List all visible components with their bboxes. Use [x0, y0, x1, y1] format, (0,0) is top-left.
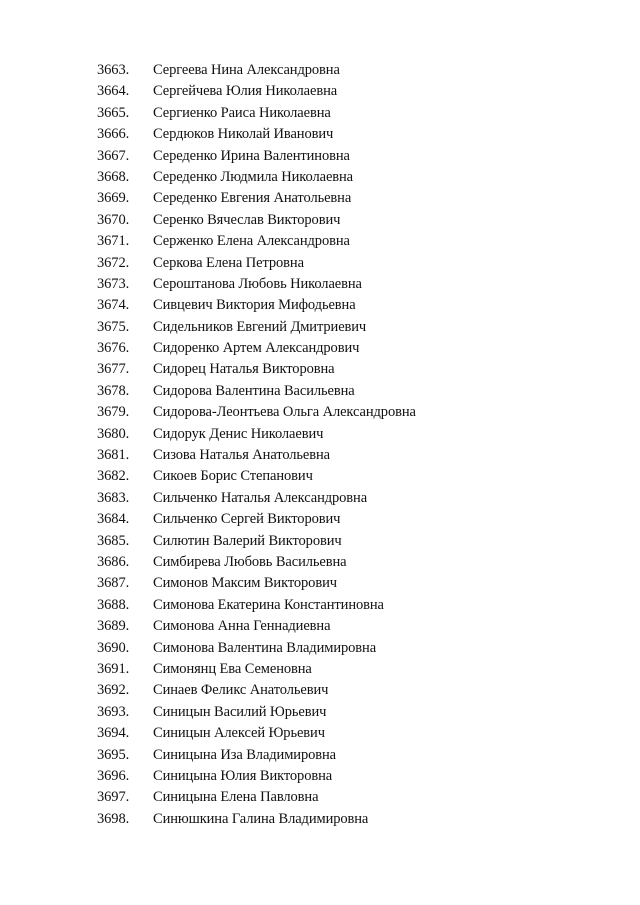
entry-number: 3668.	[97, 168, 130, 185]
entry-number: 3682.	[97, 468, 130, 485]
entry-name: Синицын Василий Юрьевич	[153, 703, 327, 720]
entry-name: Синицын Алексей Юрьевич	[153, 725, 325, 742]
list-item	[97, 445, 617, 466]
list-item	[97, 787, 617, 808]
entry-number: 3670.	[97, 211, 130, 228]
list-item	[97, 809, 617, 830]
entry-name: Сердюков Николай Иванович	[153, 126, 334, 143]
list-item	[97, 766, 617, 787]
entry-name: Сергиенко Раиса Николаевна	[153, 104, 331, 121]
entry-number: 3691.	[97, 660, 130, 677]
entry-name: Сильченко Наталья Александровна	[153, 489, 368, 506]
list-item	[97, 573, 617, 594]
entry-name: Сероштанова Любовь Николаевна	[153, 275, 362, 292]
entry-number: 3665.	[97, 104, 130, 121]
entry-number: 3687.	[97, 575, 130, 592]
entry-number: 3681.	[97, 447, 130, 464]
entry-name: Сидорец Наталья Викторовна	[153, 361, 335, 378]
list-item	[97, 680, 617, 701]
list-item	[97, 595, 617, 616]
entry-number: 3676.	[97, 340, 130, 357]
entry-name: Синаев Феликс Анатольевич	[153, 682, 329, 699]
entry-name: Середенко Евгения Анатольевна	[153, 190, 352, 207]
entry-number: 3679.	[97, 404, 130, 421]
entry-number: 3673.	[97, 275, 130, 292]
list-item	[97, 81, 617, 102]
entry-name: Сергейчева Юлия Николаевна	[153, 83, 338, 100]
entry-number: 3685.	[97, 532, 130, 549]
entry-name: Синюшкина Галина Владимировна	[153, 810, 369, 827]
list-item	[97, 702, 617, 723]
entry-name: Сивцевич Виктория Мифодьевна	[153, 297, 356, 314]
entry-name: Серженко Елена Александровна	[153, 233, 350, 250]
entry-name: Синицына Юлия Викторовна	[153, 767, 333, 784]
list-item	[97, 146, 617, 167]
list-item	[97, 253, 617, 274]
list-item	[97, 124, 617, 145]
entry-number: 3667.	[97, 147, 130, 164]
entry-number: 3695.	[97, 746, 130, 763]
entry-number: 3669.	[97, 190, 130, 207]
list-item	[97, 488, 617, 509]
entry-name: Симонова Валентина Владимировна	[153, 639, 377, 656]
list-item	[97, 231, 617, 252]
list-item	[97, 338, 617, 359]
entry-number: 3671.	[97, 233, 130, 250]
entry-number: 3684.	[97, 511, 130, 528]
entry-number: 3697.	[97, 789, 130, 806]
entry-number: 3692.	[97, 682, 130, 699]
list-item	[97, 531, 617, 552]
list-item	[97, 745, 617, 766]
entry-name: Сидоренко Артем Александрович	[153, 340, 360, 357]
entry-number: 3666.	[97, 126, 130, 143]
entry-number: 3672.	[97, 254, 130, 271]
entry-name: Серкова Елена Петровна	[153, 254, 304, 271]
list-item	[97, 723, 617, 744]
entry-name: Симонов Максим Викторович	[153, 575, 337, 592]
entry-name: Сидорук Денис Николаевич	[153, 425, 324, 442]
entry-name: Сергеева Нина Александровна	[153, 62, 340, 78]
entry-name: Симонянц Ева Семеновна	[153, 660, 312, 677]
entry-number: 3683.	[97, 489, 130, 506]
list-item	[97, 616, 617, 637]
entry-number: 3663.	[97, 62, 130, 78]
list-item	[97, 509, 617, 530]
list-item	[97, 381, 617, 402]
entry-name: Синицына Иза Владимировна	[153, 746, 336, 763]
list-item	[97, 60, 617, 81]
list-item	[97, 317, 617, 338]
list-item	[97, 188, 617, 209]
entry-name: Симонова Анна Геннадиевна	[153, 618, 331, 635]
list-item	[97, 103, 617, 124]
entry-name: Сильченко Сергей Викторович	[153, 511, 341, 528]
name-list	[97, 60, 617, 830]
list-item	[97, 466, 617, 487]
list-item	[97, 274, 617, 295]
list-item	[97, 295, 617, 316]
entry-number: 3674.	[97, 297, 130, 314]
entry-number: 3688.	[97, 596, 130, 613]
entry-number: 3678.	[97, 382, 130, 399]
entry-name: Сидельников Евгений Дмитриевич	[153, 318, 367, 335]
entry-name: Сидорова-Леонтьева Ольга Александровна	[153, 404, 416, 421]
entry-number: 3680.	[97, 425, 130, 442]
entry-name: Сизова Наталья Анатольевна	[153, 447, 331, 464]
entry-name: Синицына Елена Павловна	[153, 789, 319, 806]
entry-name: Силютин Валерий Викторович	[153, 532, 342, 549]
entry-number: 3696.	[97, 767, 130, 784]
entry-number: 3675.	[97, 318, 130, 335]
list-item	[97, 210, 617, 231]
list-item	[97, 638, 617, 659]
entry-number: 3686.	[97, 553, 130, 570]
entry-name: Середенко Ирина Валентиновна	[153, 147, 350, 164]
entry-number: 3689.	[97, 618, 130, 635]
list-item	[97, 659, 617, 680]
list-item	[97, 359, 617, 380]
entry-name: Симбирева Любовь Васильевна	[153, 553, 347, 570]
entry-number: 3690.	[97, 639, 130, 656]
entry-name: Сидорова Валентина Васильевна	[153, 382, 355, 399]
entry-number: 3694.	[97, 725, 130, 742]
entry-number: 3664.	[97, 83, 130, 100]
list-item	[97, 552, 617, 573]
list-item	[97, 402, 617, 423]
entry-number: 3698.	[97, 810, 130, 827]
entry-name: Серенко Вячеслав Викторович	[153, 211, 341, 228]
entry-number: 3677.	[97, 361, 130, 378]
list-item	[97, 167, 617, 188]
entry-name: Симонова Екатерина Константиновна	[153, 596, 384, 613]
list-item	[97, 424, 617, 445]
entry-name: Середенко Людмила Николаевна	[153, 168, 354, 185]
entry-number: 3693.	[97, 703, 130, 720]
entry-name: Сикоев Борис Степанович	[153, 468, 313, 485]
